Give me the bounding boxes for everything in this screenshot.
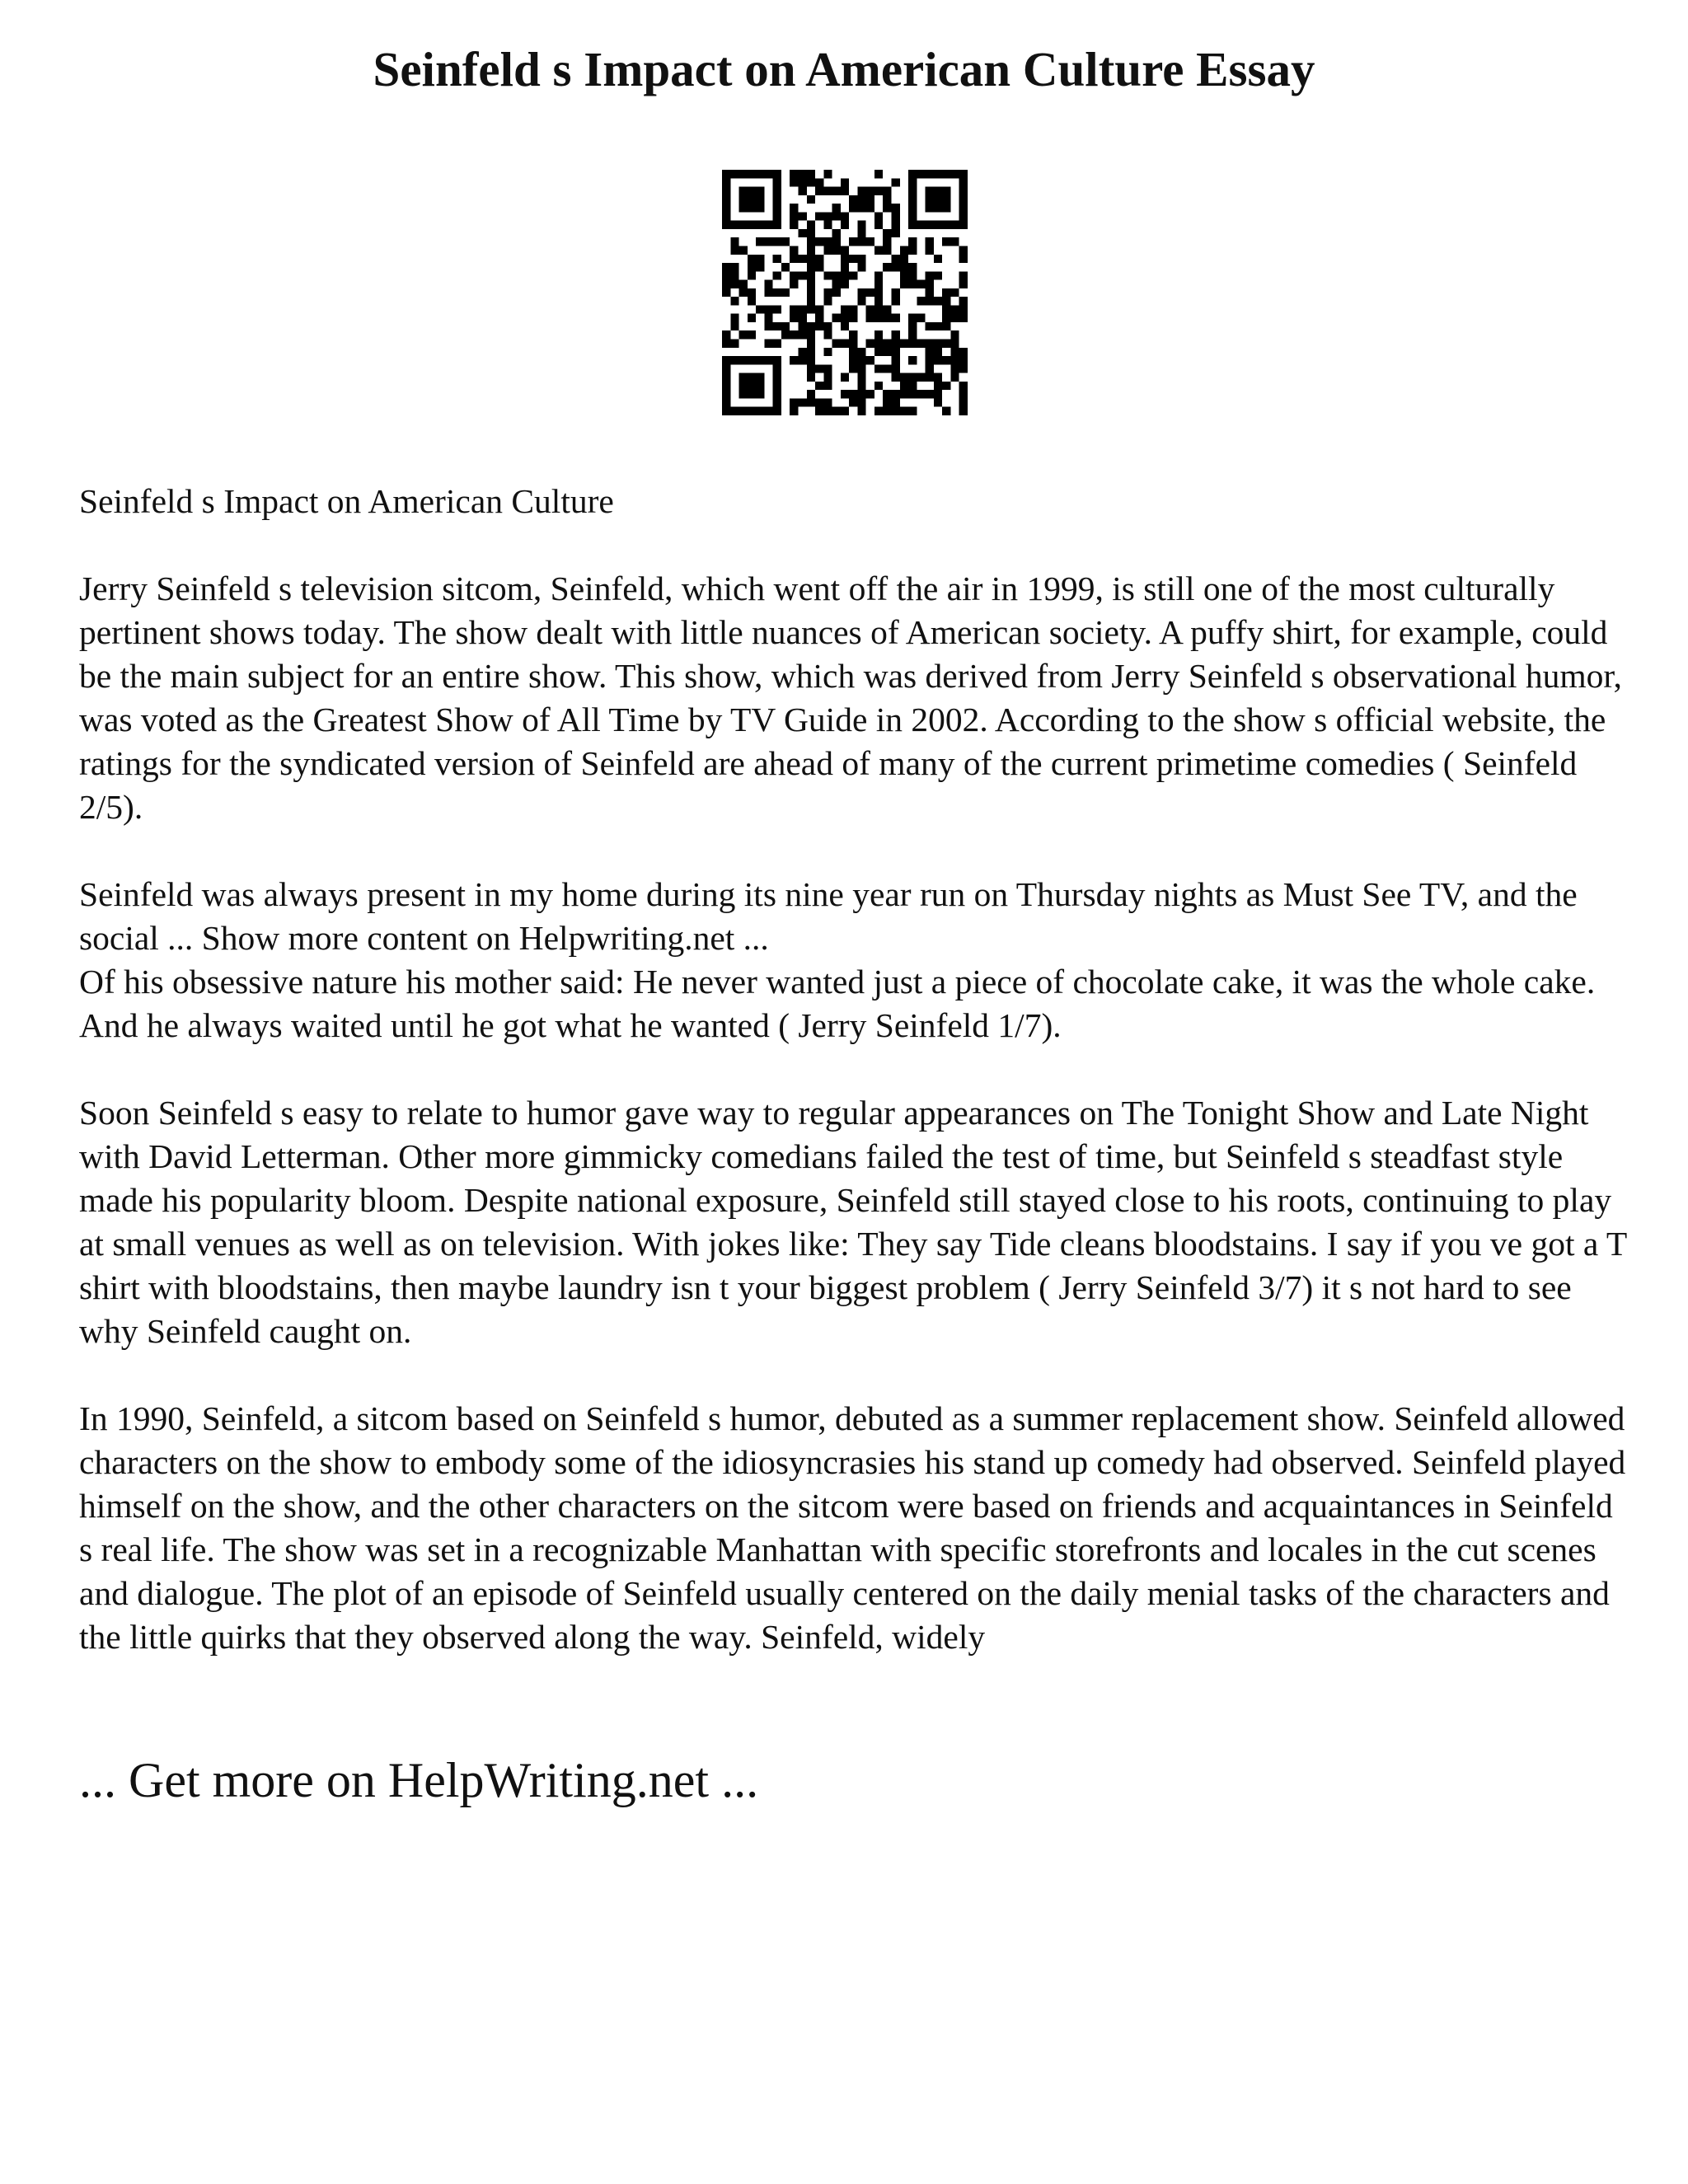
document-body xyxy=(79,480,1629,1703)
paragraph: Seinfeld was always present in my home during its nine year run on Thursday nights as Must See TV, and the social ... Show more content on Helpwriting.net ... xyxy=(79,875,1578,957)
paragraph: In 1990, Seinfeld, a sitcom based on Seinfeld s humor, debuted as a summer replacement show. Seinfeld allowed characters on the show to embody some of the idiosyncrasies his stand up comedy had observed. Seinfeld played himself on the show, and the other characters on the sitcom were based on friends and acquaintances in Seinfeld s real life. The show was set in a recognizable Manhattan with specific storefronts and locales in the cut scenes and dialogue. The plot of an episode of Seinfeld usually centered on the daily menial tasks of the characters and the little quirks that they observed along the way. Seinfeld, widely xyxy=(79,1399,1626,1656)
qr-code-icon[interactable] xyxy=(722,170,968,415)
document-title: Seinfeld s Impact on American Culture Essay xyxy=(373,42,1315,96)
paragraph: Jerry Seinfeld s television sitcom, Seinfeld, which went off the air in 1999, is still one of the most culturally pertinent shows today. The show dealt with little nuances of American society. A puffy shirt, for example, could be the main subject for an entire show. This show, which was derived from Jerry Seinfeld s observational humor, was voted as the Greatest Show of All Time by TV Guide in 2002. According to the show s official website, the ratings for the syndicated version of Seinfeld are ahead of many of the current primetime comedies ( Seinfeld 2/5). xyxy=(79,569,1622,826)
document-subtitle: Seinfeld s Impact on American Culture xyxy=(79,482,614,520)
paragraph: Soon Seinfeld s easy to relate to humor gave way to regular appearances on The Tonight Show and Late Night with David Letterman. Other more gimmicky comedians failed the test of time, but Seinfeld s steadfast style made his popularity bloom. Despite national exposure, Seinfeld still stayed close to his roots, continuing to play at small venues as well as on television. With jokes like: They say Tide cleans bloodstains. I say if you ve got a T shirt with bloodstains, then maybe laundry isn t your biggest problem ( Jerry Seinfeld 3/7) it s not hard to see why Seinfeld caught on. xyxy=(79,1094,1627,1350)
get-more-link[interactable]: ... Get more on HelpWriting.net ... xyxy=(79,1753,759,1807)
paragraph: Of his obsessive nature his mother said: He never wanted just a piece of chocolate cake, it was the whole cake. And he always waited until he got what he wanted ( Jerry Seinfeld 1/7). xyxy=(79,963,1596,1044)
